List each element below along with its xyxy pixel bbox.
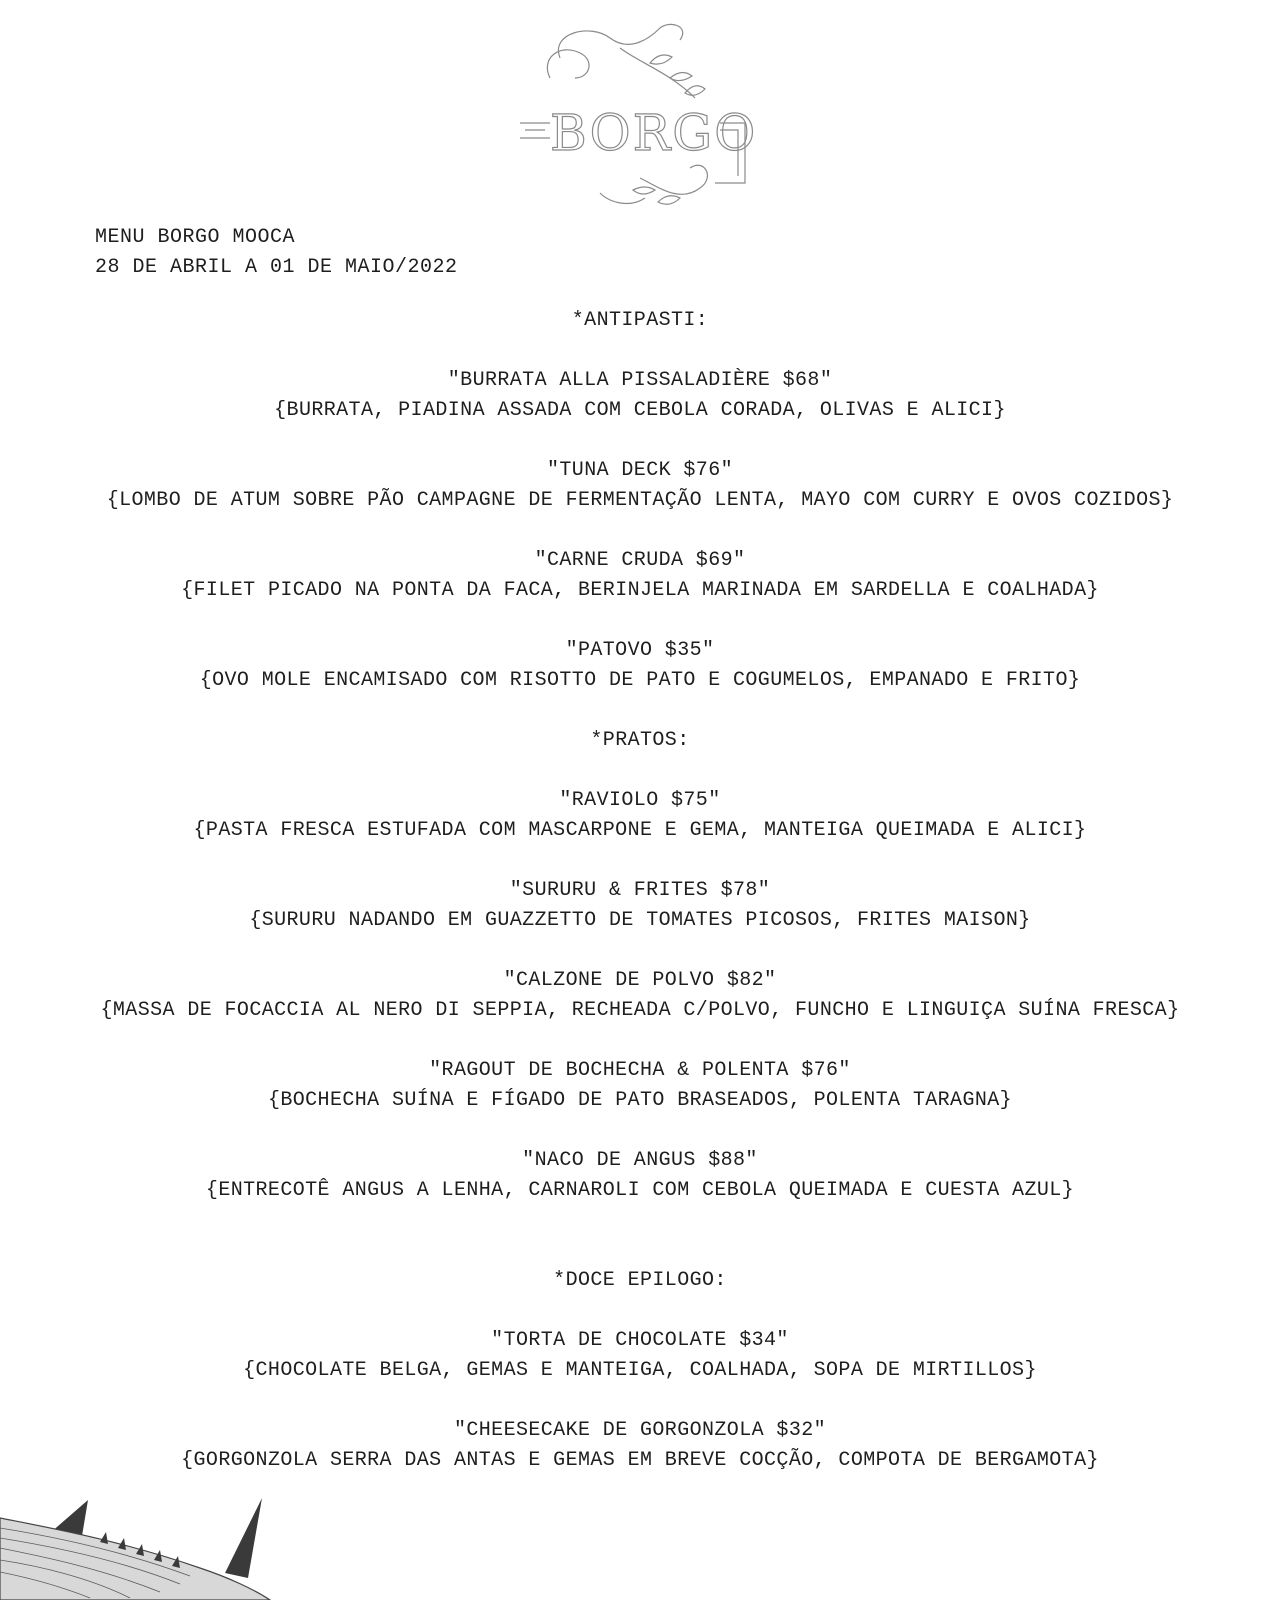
menu-item	[0, 966, 1280, 1026]
ornate-logo-icon	[520, 18, 760, 218]
item-name: "CHEESECAKE DE GORGONZOLA $32"	[453, 1419, 827, 1442]
menu-item	[0, 546, 1280, 606]
menu-item	[0, 366, 1280, 426]
item-name: "RAVIOLO $75"	[559, 789, 721, 812]
menu-item	[0, 876, 1280, 936]
section-spacer	[0, 1236, 1280, 1266]
menu-header	[95, 223, 458, 283]
menu-item	[0, 636, 1280, 696]
item-name: "SURURU & FRITES $78"	[509, 879, 771, 902]
menu-item	[0, 1326, 1280, 1386]
item-description: {SURURU NADANDO EM GUAZZETTO DE TOMATES PICOSOS, FRITES MAISON}	[249, 909, 1031, 932]
tuna-fish-illustration	[0, 1498, 280, 1600]
logo-wordmark: BORGO	[550, 104, 758, 162]
menu-date-range: 28 DE ABRIL A 01 DE MAIO/2022	[95, 256, 458, 279]
item-name: "TORTA DE CHOCOLATE $34"	[491, 1329, 789, 1352]
section-title: *DOCE EPILOGO:	[553, 1269, 727, 1292]
item-description: {MASSA DE FOCACCIA AL NERO DI SEPPIA, RECHEADA C/POLVO, FUNCHO E LINGUIÇA SUÍNA FRESCA}	[100, 999, 1180, 1022]
item-description: {OVO MOLE ENCAMISADO COM RISOTTO DE PATO E COGUMELOS, EMPANADO E FRITO}	[199, 669, 1081, 692]
section-title: *ANTIPASTI:	[571, 309, 709, 332]
item-name: "PATOVO $35"	[565, 639, 715, 662]
item-name: "RAGOUT DE BOCHECHA & POLENTA $76"	[429, 1059, 851, 1082]
item-name: "TUNA DECK $76"	[546, 459, 734, 482]
menu-item	[0, 1056, 1280, 1116]
item-name: "CALZONE DE POLVO $82"	[503, 969, 777, 992]
item-description: {PASTA FRESCA ESTUFADA COM MASCARPONE E GEMA, MANTEIGA QUEIMADA E ALICI}	[193, 819, 1087, 842]
section-doce-epilogo	[0, 1266, 1280, 1476]
menu-body	[0, 306, 1280, 1506]
item-description: {LOMBO DE ATUM SOBRE PÃO CAMPAGNE DE FERMENTAÇÃO LENTA, MAYO COM CURRY E OVOS COZIDOS}	[106, 489, 1174, 512]
menu-title: MENU BORGO MOOCA	[95, 226, 296, 249]
menu-item	[0, 456, 1280, 516]
section-pratos	[0, 726, 1280, 1206]
item-description: {BURRATA, PIADINA ASSADA COM CEBOLA CORADA, OLIVAS E ALICI}	[274, 399, 1006, 422]
borgo-logo	[520, 18, 760, 218]
section-antipasti	[0, 306, 1280, 696]
menu-item	[0, 1416, 1280, 1476]
item-description: {CHOCOLATE BELGA, GEMAS E MANTEIGA, COALHADA, SOPA DE MIRTILLOS}	[243, 1359, 1037, 1382]
item-name: "BURRATA ALLA PISSALADIÈRE $68"	[447, 369, 833, 392]
item-description: {GORGONZOLA SERRA DAS ANTAS E GEMAS EM BREVE COCÇÃO, COMPOTA DE BERGAMOTA}	[181, 1449, 1099, 1472]
menu-item	[0, 1146, 1280, 1206]
section-title: *PRATOS:	[590, 729, 690, 752]
item-description: {BOCHECHA SUÍNA E FÍGADO DE PATO BRASEADOS, POLENTA TARAGNA}	[267, 1089, 1013, 1112]
item-description: {ENTRECOTÊ ANGUS A LENHA, CARNAROLI COM CEBOLA QUEIMADA E CUESTA AZUL}	[205, 1179, 1075, 1202]
item-description: {FILET PICADO NA PONTA DA FACA, BERINJELA MARINADA EM SARDELLA E COALHADA}	[181, 579, 1099, 602]
menu-item	[0, 786, 1280, 846]
item-name: "CARNE CRUDA $69"	[534, 549, 746, 572]
tuna-fish-illustration-icon	[0, 1498, 280, 1600]
item-name: "NACO DE ANGUS $88"	[522, 1149, 758, 1172]
